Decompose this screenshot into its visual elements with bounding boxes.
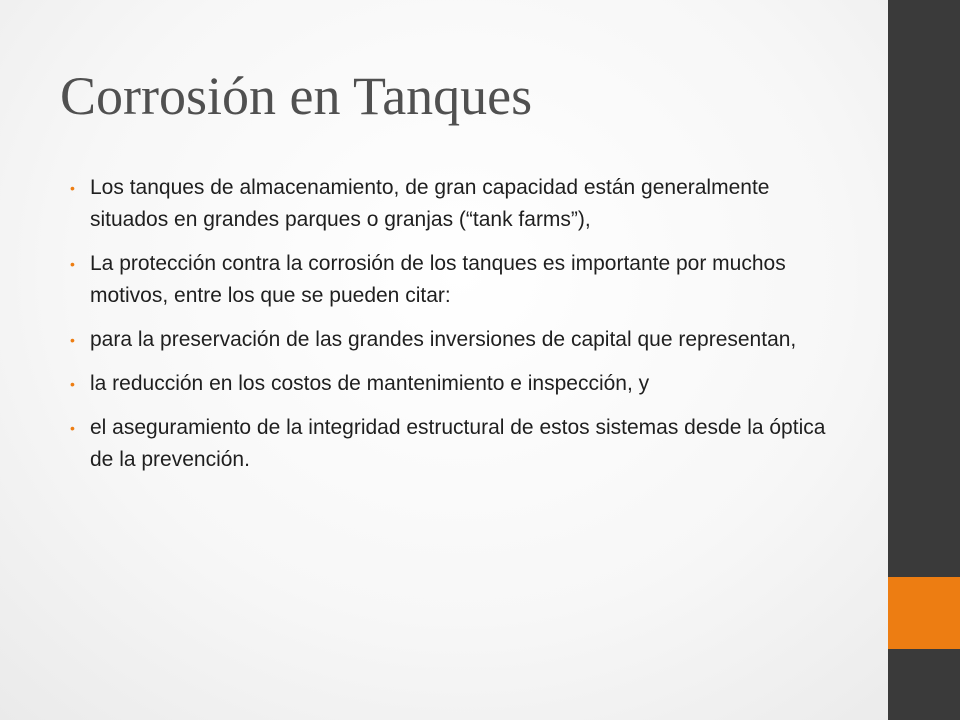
bullet-text: para la preservación de las grandes inversiones de capital que representan, (90, 328, 797, 351)
bullet-text: Los tanques de almacenamiento, de gran capacidad están generalmente situados en grandes parques o granjas (“tank farms”), (90, 176, 770, 231)
sidebar-accent-block (888, 577, 960, 649)
bullet-text: La protección contra la corrosión de los tanques es importante por muchos motivos, entre los que se pueden citar: (90, 252, 786, 307)
bullet-dot-icon: • (70, 376, 75, 392)
bullet-item (70, 248, 850, 312)
bullet-dot-icon: • (70, 180, 75, 196)
slide-title: Corrosión en Tanques (60, 66, 533, 126)
bullet-item (70, 172, 850, 236)
bullet-dot-icon: • (70, 256, 75, 272)
bullet-dot-icon: • (70, 420, 75, 436)
bullet-list (70, 172, 850, 488)
bullet-text: la reducción en los costos de mantenimiento e inspección, y (90, 372, 650, 395)
bullet-item (70, 412, 850, 476)
bullet-item (70, 368, 850, 400)
bullet-item (70, 324, 850, 356)
bullet-text: el aseguramiento de la integridad estructural de estos sistemas desde la óptica de la prevención. (90, 416, 826, 471)
bullet-dot-icon: • (70, 332, 75, 348)
